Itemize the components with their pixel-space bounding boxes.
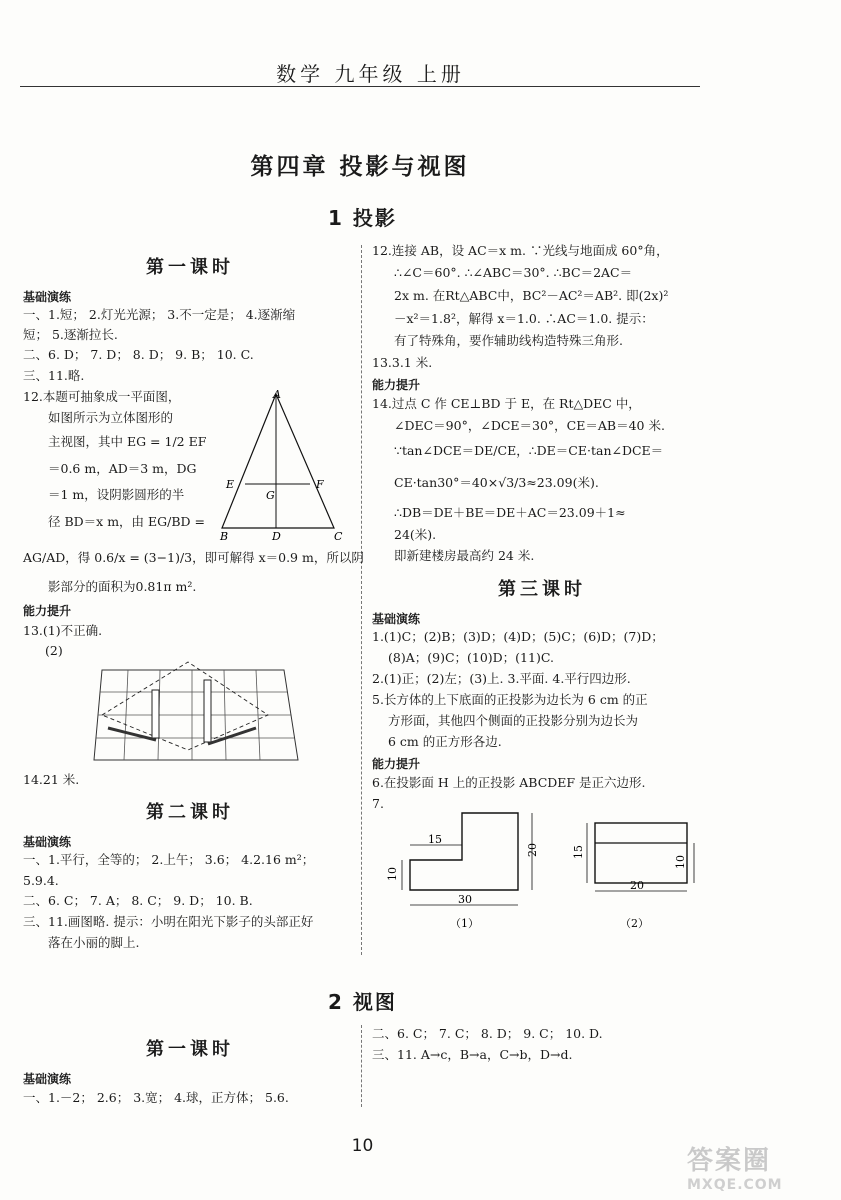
answer-line: 1.(1)C；(2)B；(3)D；(4)D；(5)C；(6)D；(7)D；: [372, 629, 664, 644]
answer-line: 即新建楼房最高约 24 米.: [394, 548, 535, 563]
answer-line: 方形面，其他四个侧面的正投影分别为边长为: [388, 713, 639, 728]
answer-line: 二、6. C； 7. C； 8. D； 9. C； 10. D.: [372, 1026, 603, 1041]
answer-line: －x²＝1.8²，解得 x＝1.0. ∴AC＝1.0. 提示：: [394, 311, 654, 326]
view-figure-1: [380, 805, 560, 935]
watermark-logo: [687, 1140, 827, 1194]
fig1-caption: （1）: [450, 917, 479, 930]
answer-line: 影部分的面积为0.81π m².: [48, 579, 197, 594]
answer-line: 5.9.4.: [23, 873, 59, 888]
header-title: 数学 九年级 上册: [276, 62, 465, 86]
basic-practice-label: 基础演练: [372, 612, 421, 626]
answer-line: 落在小丽的脚上.: [48, 935, 140, 950]
section-title-views: 2 视图: [328, 990, 397, 1014]
answer-line: 如图所示为立体图形的: [48, 410, 174, 425]
answer-line: 三、11. A→c，B→a，C→b，D→d.: [372, 1047, 573, 1062]
answer-line: ＝0.6 m，AD＝3 m，DG: [48, 461, 197, 476]
answer-line: 12.连接 AB，设 AC＝x m. ∵光线与地面成 60°角，: [372, 243, 669, 258]
answer-line: 二、6. C； 7. A； 8. C； 9. D； 10. B.: [23, 893, 253, 908]
chapter-title: 第四章 投影与视图: [250, 154, 470, 180]
basic-practice-label: 基础演练: [23, 1072, 72, 1086]
answer-line: 24(米).: [394, 527, 437, 542]
ability-label: 能力提升: [23, 604, 72, 618]
label-F: F: [316, 478, 324, 491]
answer-line: 13.(1)不正确.: [23, 623, 103, 638]
basic-practice-label: 基础演练: [23, 290, 72, 304]
column-divider-bottom: [361, 1025, 362, 1107]
fig2-caption: （2）: [620, 917, 649, 930]
fig2-dim-15: 15: [572, 845, 585, 859]
answer-line: 一、1.－2； 2.6； 3.宽； 4.球，正方体； 5.6.: [23, 1090, 289, 1105]
fig1-dim-20: 20: [526, 843, 539, 857]
fig1-dim-30: 30: [458, 893, 472, 906]
lesson-heading-2: 第二课时: [146, 802, 234, 823]
grid-shadow-figure: [88, 660, 313, 770]
view-figure-2: [570, 805, 700, 935]
answer-line: (2): [45, 643, 63, 658]
answer-line: 5.长方体的上下底面的正投影为边长为 6 cm 的正: [372, 692, 648, 707]
label-C: C: [334, 530, 343, 543]
answer-line: 二、6. D； 7. D； 8. D； 9. B； 10. C.: [23, 347, 254, 362]
lesson-heading-1: 第一课时: [146, 257, 234, 278]
answer-line: 三、11.画图略. 提示：小明在阳光下影子的头部正好: [23, 914, 314, 929]
answer-line: 三、11.略.: [23, 368, 85, 383]
answer-line: ∴DB＝DE＋BE＝DE＋AC＝23.09＋1≈: [394, 505, 626, 520]
answer-line: 7.: [372, 796, 384, 811]
answer-line: 12.本题可抽象成一平面图，: [23, 389, 181, 404]
fig2-dim-20: 20: [630, 879, 644, 892]
answer-line: 2.(1)正；(2)左；(3)上. 3.平面. 4.平行四边形.: [372, 671, 631, 686]
ability-label: 能力提升: [372, 378, 421, 392]
answer-line: 短； 5.逐渐拉长.: [23, 327, 118, 342]
page-number: 10: [351, 1136, 374, 1156]
answer-line: ＝1 m，设阴影圆形的半: [48, 487, 185, 502]
header-rule: [20, 86, 700, 87]
answer-line: 14.过点 C 作 CE⊥BD 于 E，在 Rt△DEC 中，: [372, 396, 641, 411]
answer-line: ∠DEC＝90°，∠DCE＝30°，CE＝AB＝40 米.: [394, 418, 665, 433]
ability-label: 能力提升: [372, 757, 421, 771]
answer-line: (8)A；(9)C；(10)D；(11)C.: [388, 650, 554, 665]
answer-line: 一、1.短； 2.灯光光源； 3.不一定是； 4.逐渐缩: [23, 307, 296, 322]
section-title-projection: 1 投影: [328, 206, 397, 230]
label-G: G: [266, 489, 275, 502]
label-D: D: [272, 530, 281, 543]
answer-line: 13.3.1 米.: [372, 355, 433, 370]
watermark-text: 答案圈: [687, 1146, 772, 1176]
answer-line: AG/AD，得 0.6/x = (3−1)/3，即可解得 x＝0.9 m，所以阴: [23, 550, 364, 565]
basic-practice-label: 基础演练: [23, 835, 72, 849]
lesson-heading-views-1: 第一课时: [146, 1039, 234, 1060]
watermark-url: MXQE.COM: [687, 1177, 783, 1193]
lesson-heading-3: 第三课时: [498, 579, 586, 600]
answer-line: ∵tan∠DCE＝DE/CE，∴DE＝CE·tan∠DCE＝: [394, 443, 664, 458]
answer-line: 有了特殊角，要作辅助线构造特殊三角形.: [394, 333, 623, 348]
answer-line: ∴∠C＝60°. ∴∠ABC＝30°. ∴BC＝2AC＝: [394, 265, 633, 280]
label-E: E: [226, 478, 235, 491]
triangle-figure: [210, 388, 360, 546]
answer-line: 14.21 米.: [23, 772, 80, 787]
fig1-dim-15: 15: [428, 833, 442, 846]
answer-line: 一、1.平行，全等的； 2.上午； 3.6； 4.2.16 m²；: [23, 852, 315, 867]
answer-line: 径 BD＝x m，由 EG/BD =: [48, 514, 206, 529]
label-B: B: [220, 530, 229, 543]
answer-line: 2x m. 在Rt△ABC中，BC²－AC²＝AB². 即(2x)²: [394, 288, 669, 303]
fig1-dim-10: 10: [386, 867, 399, 881]
fig2-dim-10: 10: [674, 855, 687, 869]
label-A: A: [273, 388, 281, 401]
answer-line: 6 cm 的正方形各边.: [388, 734, 502, 749]
answer-line: 主视图，其中 EG = 1/2 EF: [48, 434, 207, 449]
answer-line: CE·tan30°＝40×√3/3≈23.09(米).: [394, 475, 599, 490]
answer-line: 6.在投影面 H 上的正投影 ABCDEF 是正六边形.: [372, 775, 646, 790]
